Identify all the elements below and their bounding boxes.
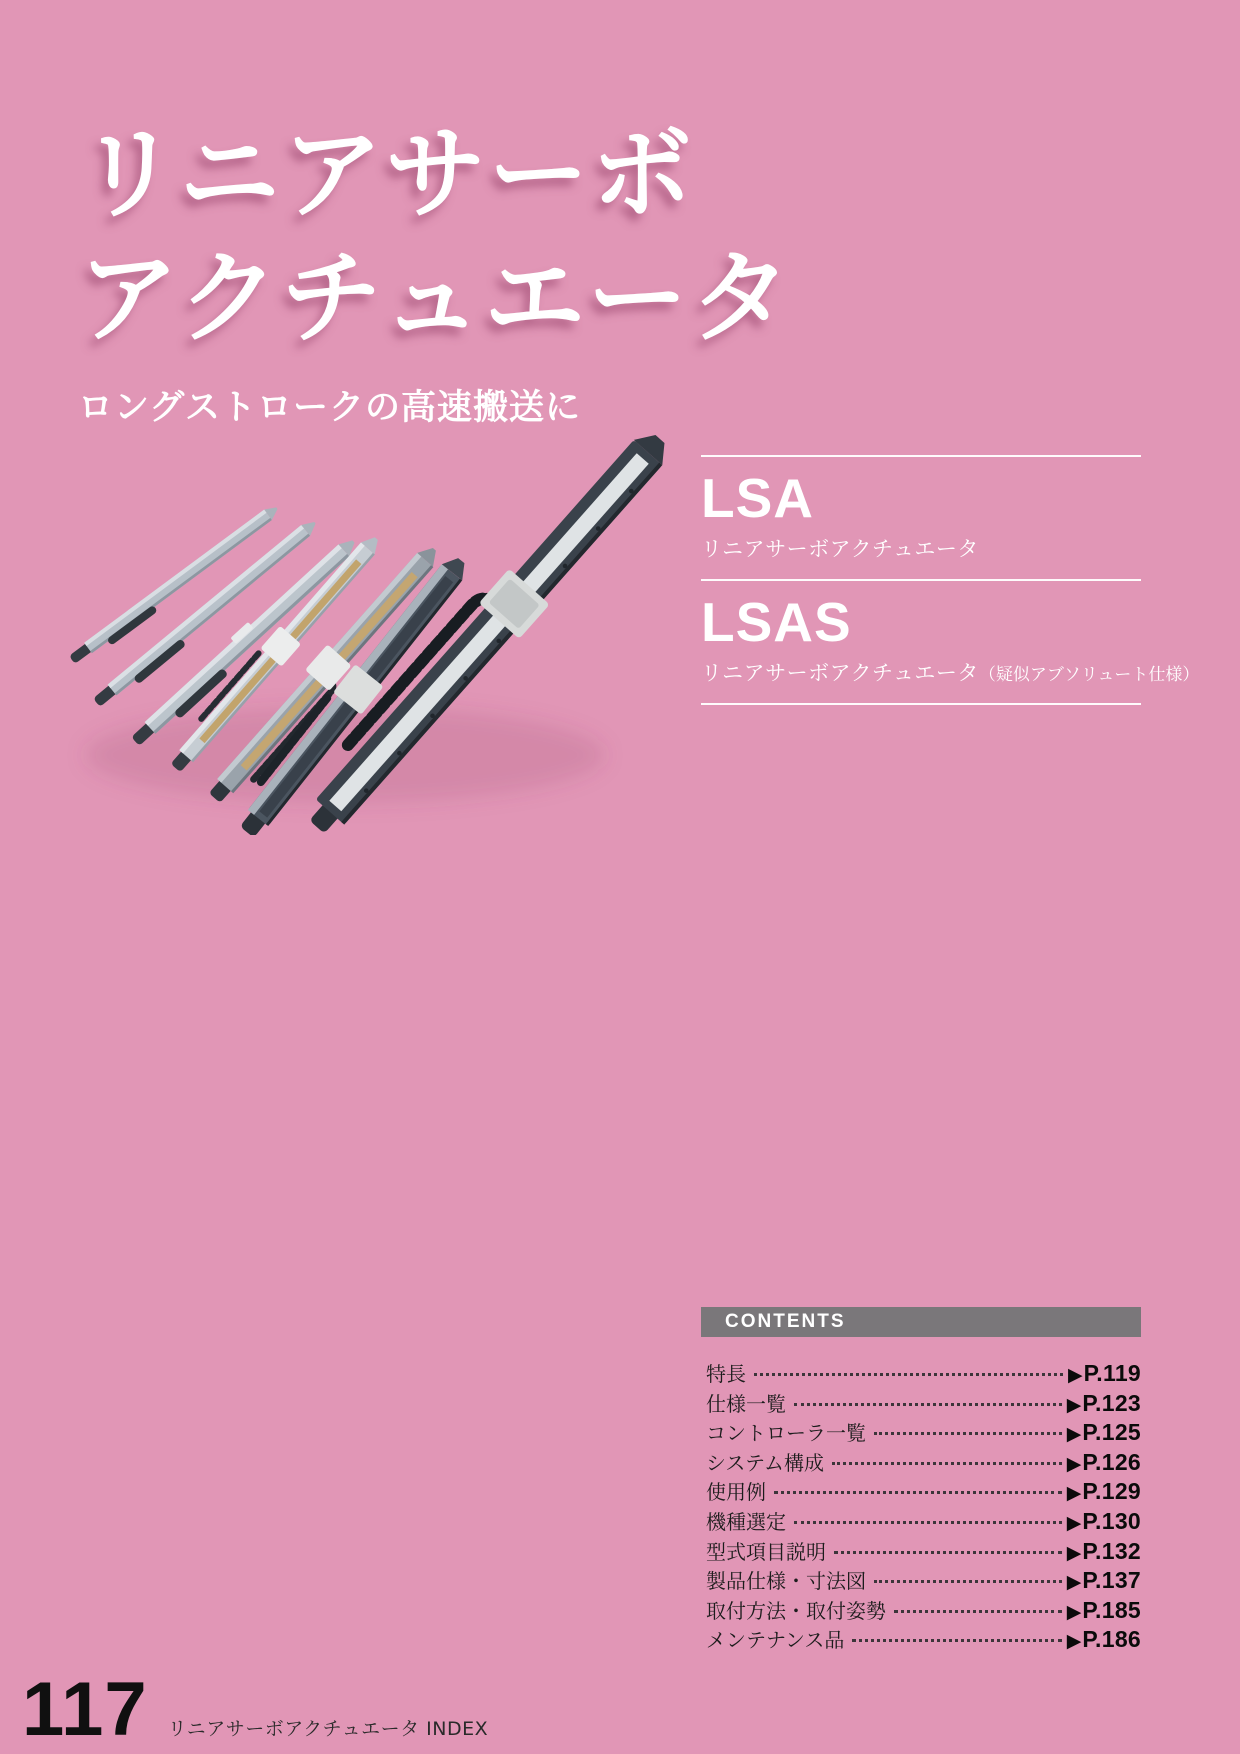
contents-list xyxy=(701,1358,1141,1654)
toc-row xyxy=(706,1565,1141,1595)
product-name-lsas xyxy=(701,657,1200,687)
page-title-line2: アクチュエータ xyxy=(78,239,793,358)
arrow-right-icon: ▶ xyxy=(1066,1630,1082,1653)
divider xyxy=(701,579,1141,581)
product-code-lsa: LSA xyxy=(701,467,814,529)
toc-page-ref xyxy=(1068,1360,1141,1387)
toc-leader-dots xyxy=(894,1610,1062,1613)
toc-row xyxy=(706,1595,1141,1625)
toc-leader-dots xyxy=(832,1462,1062,1465)
toc-row xyxy=(706,1506,1141,1536)
toc-page-number: P.123 xyxy=(1082,1389,1141,1416)
arrow-right-icon: ▶ xyxy=(1066,1452,1082,1475)
toc-leader-dots xyxy=(794,1521,1062,1524)
product-name-text: リニアサーボアクチュエータ xyxy=(701,537,979,561)
toc-leader-dots xyxy=(774,1491,1062,1494)
product-name-lsa xyxy=(701,533,1141,563)
page-footer xyxy=(22,1667,489,1752)
toc-label: 使用例 xyxy=(706,1480,766,1505)
toc-row xyxy=(706,1447,1141,1477)
page-title-line1: リニアサーボ xyxy=(78,115,694,233)
toc-page-ref xyxy=(1067,1449,1141,1476)
arrow-right-icon: ▶ xyxy=(1068,1364,1083,1386)
toc-page-number: P.119 xyxy=(1083,1360,1141,1386)
title-block xyxy=(78,112,793,430)
toc-leader-dots xyxy=(874,1432,1062,1435)
toc-row xyxy=(706,1476,1141,1506)
toc-label: コントローラ一覧 xyxy=(706,1421,866,1446)
toc-leader-dots xyxy=(794,1403,1062,1406)
page-number: 117 xyxy=(22,1667,148,1752)
contents-section xyxy=(701,1307,1141,1654)
toc-page-ref xyxy=(1067,1597,1141,1624)
toc-label: 型式項目説明 xyxy=(706,1539,826,1564)
product-entry-lsa xyxy=(701,467,1141,563)
toc-page-ref xyxy=(1067,1478,1141,1505)
toc-row xyxy=(706,1624,1141,1654)
toc-label: 取付方法・取付姿勢 xyxy=(706,1598,886,1623)
toc-label: 仕様一覧 xyxy=(706,1391,786,1416)
toc-page-ref xyxy=(1067,1626,1141,1653)
toc-label: メンテナンス品 xyxy=(706,1628,845,1653)
toc-page-number: P.137 xyxy=(1082,1567,1141,1594)
product-code-lsas: LSAS xyxy=(701,591,852,653)
divider xyxy=(701,703,1141,705)
arrow-right-icon: ▶ xyxy=(1066,1423,1082,1446)
toc-row xyxy=(706,1536,1141,1566)
toc-leader-dots xyxy=(852,1639,1061,1642)
toc-page-number: P.125 xyxy=(1082,1419,1141,1446)
toc-label: システム構成 xyxy=(706,1450,824,1475)
arrow-right-icon: ▶ xyxy=(1066,1571,1082,1594)
page-subtitle: ロングストロークの高速搬送に xyxy=(78,388,581,429)
toc-label: 特長 xyxy=(706,1362,746,1386)
toc-leader-dots xyxy=(754,1373,1063,1376)
product-photo-linear-actuators xyxy=(55,425,695,835)
product-series-column xyxy=(701,455,1200,705)
toc-row xyxy=(706,1388,1141,1418)
arrow-right-icon: ▶ xyxy=(1066,1600,1082,1623)
toc-page-number: P.132 xyxy=(1082,1537,1141,1564)
toc-page-number: P.130 xyxy=(1082,1507,1141,1534)
product-name-text: リニアサーボアクチュエータ xyxy=(701,661,979,685)
toc-row xyxy=(706,1358,1141,1388)
divider xyxy=(701,455,1141,457)
toc-label: 製品仕様・寸法図 xyxy=(706,1569,866,1594)
toc-page-ref xyxy=(1067,1390,1141,1417)
toc-page-number: P.185 xyxy=(1082,1596,1141,1623)
arrow-right-icon: ▶ xyxy=(1066,1393,1082,1416)
arrow-right-icon: ▶ xyxy=(1066,1511,1082,1534)
toc-page-ref xyxy=(1067,1567,1141,1594)
product-entry-lsas xyxy=(701,591,1200,687)
contents-header-label: CONTENTS xyxy=(725,1311,846,1332)
toc-page-ref xyxy=(1067,1508,1141,1535)
toc-page-number: P.129 xyxy=(1082,1478,1141,1505)
contents-header-bar xyxy=(701,1307,1141,1337)
arrow-right-icon: ▶ xyxy=(1066,1541,1082,1564)
toc-page-ref xyxy=(1067,1538,1141,1565)
toc-row xyxy=(706,1417,1141,1447)
toc-label: 機種選定 xyxy=(706,1509,786,1534)
toc-page-ref xyxy=(1067,1419,1141,1446)
toc-page-number: P.126 xyxy=(1082,1448,1141,1475)
product-name-note: （疑似アブソリュート仕様） xyxy=(978,665,1200,685)
toc-leader-dots xyxy=(834,1551,1062,1554)
toc-leader-dots xyxy=(874,1580,1062,1583)
toc-page-number: P.186 xyxy=(1082,1626,1141,1653)
footer-index-label: リニアサーボアクチュエータ INDEX xyxy=(167,1718,489,1740)
arrow-right-icon: ▶ xyxy=(1066,1482,1082,1505)
